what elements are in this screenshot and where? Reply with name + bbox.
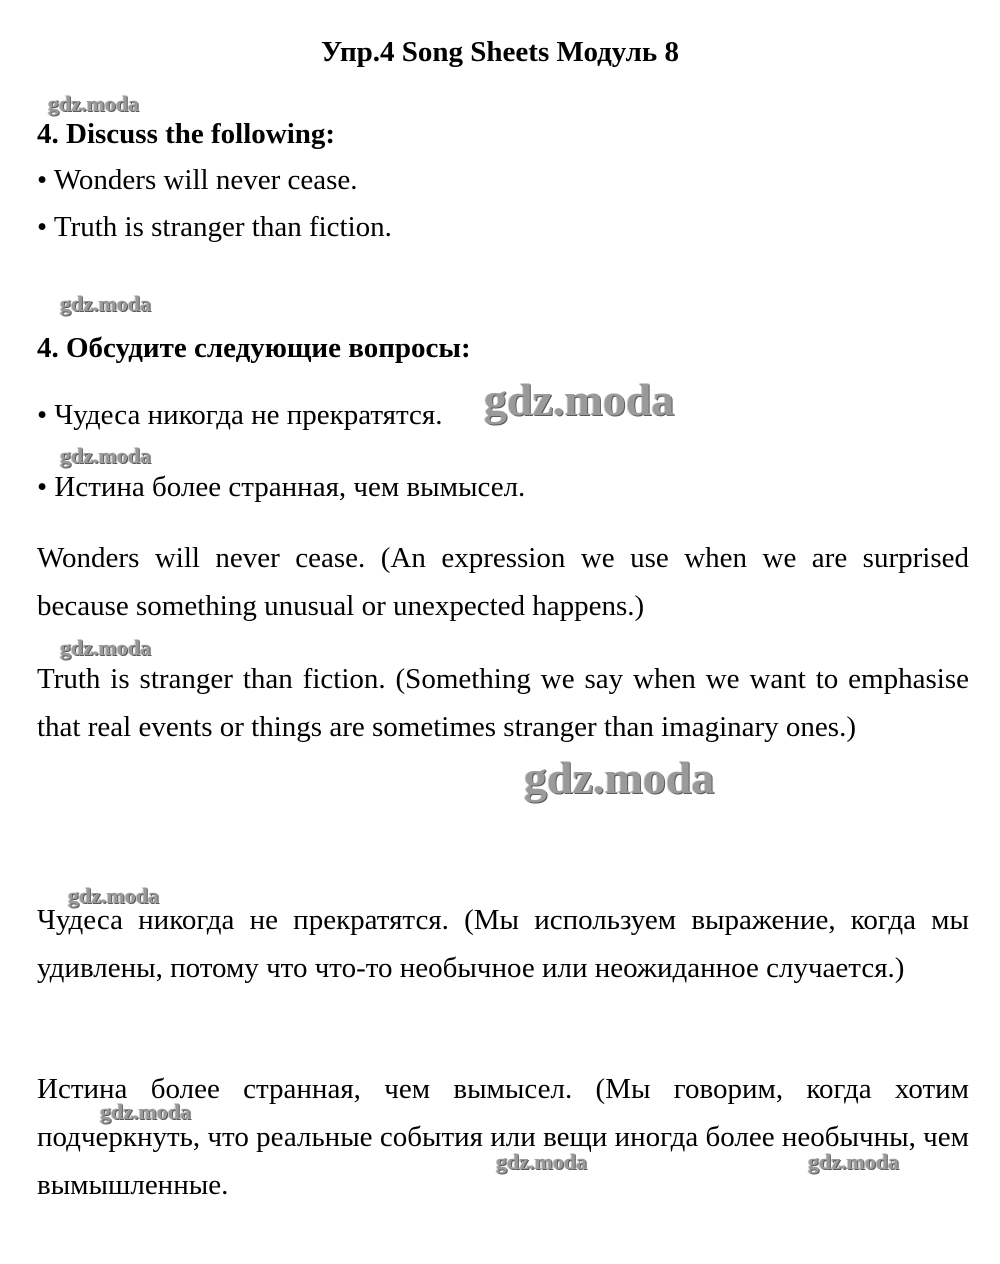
- watermark: gdz.moda: [484, 374, 675, 425]
- watermark: gdz.moda: [60, 443, 152, 468]
- english-bullet: • Truth is stranger than fiction.: [37, 211, 392, 243]
- watermark: gdz.moda: [100, 1099, 192, 1124]
- watermark: gdz.moda: [496, 1149, 588, 1174]
- watermark: gdz.moda: [60, 291, 152, 316]
- watermark: gdz.moda: [68, 883, 160, 908]
- answer-paragraph-ru: Истина более странная, чем вымысел. (Мы говорим, когда хотим подчеркнуть, что реальные события или вещи иногда более необычны, чем вымышленные.: [37, 1073, 969, 1201]
- russian-bullet: • Истина более странная, чем вымысел.: [37, 471, 526, 503]
- english-heading: 4. Discuss the following:: [37, 118, 336, 150]
- answer-paragraph-en: Truth is stranger than fiction. (Something we say when we want to emphasise that real events or things are sometimes stranger than imaginary ones.): [37, 663, 969, 743]
- english-bullet: • Wonders will never cease.: [37, 164, 358, 196]
- watermark: gdz.moda: [808, 1149, 900, 1174]
- watermark: gdz.moda: [48, 91, 140, 116]
- answer-paragraph-ru: Чудеса никогда не прекратятся. (Мы используем выражение, когда мы удивлены, потому что что-то необычное или неожиданное случается.): [37, 904, 969, 984]
- page-title: Упр.4 Song Sheets Модуль 8: [321, 36, 679, 68]
- answer-paragraph-en: Wonders will never cease. (An expression we use when we are surprised because something unusual or unexpected happens.): [37, 542, 969, 622]
- russian-bullet: • Чудеса никогда не прекратятся.: [37, 399, 443, 431]
- watermark: gdz.moda: [60, 635, 152, 660]
- watermark: gdz.moda: [524, 752, 715, 803]
- russian-heading: 4. Обсудите следующие вопросы:: [37, 332, 471, 364]
